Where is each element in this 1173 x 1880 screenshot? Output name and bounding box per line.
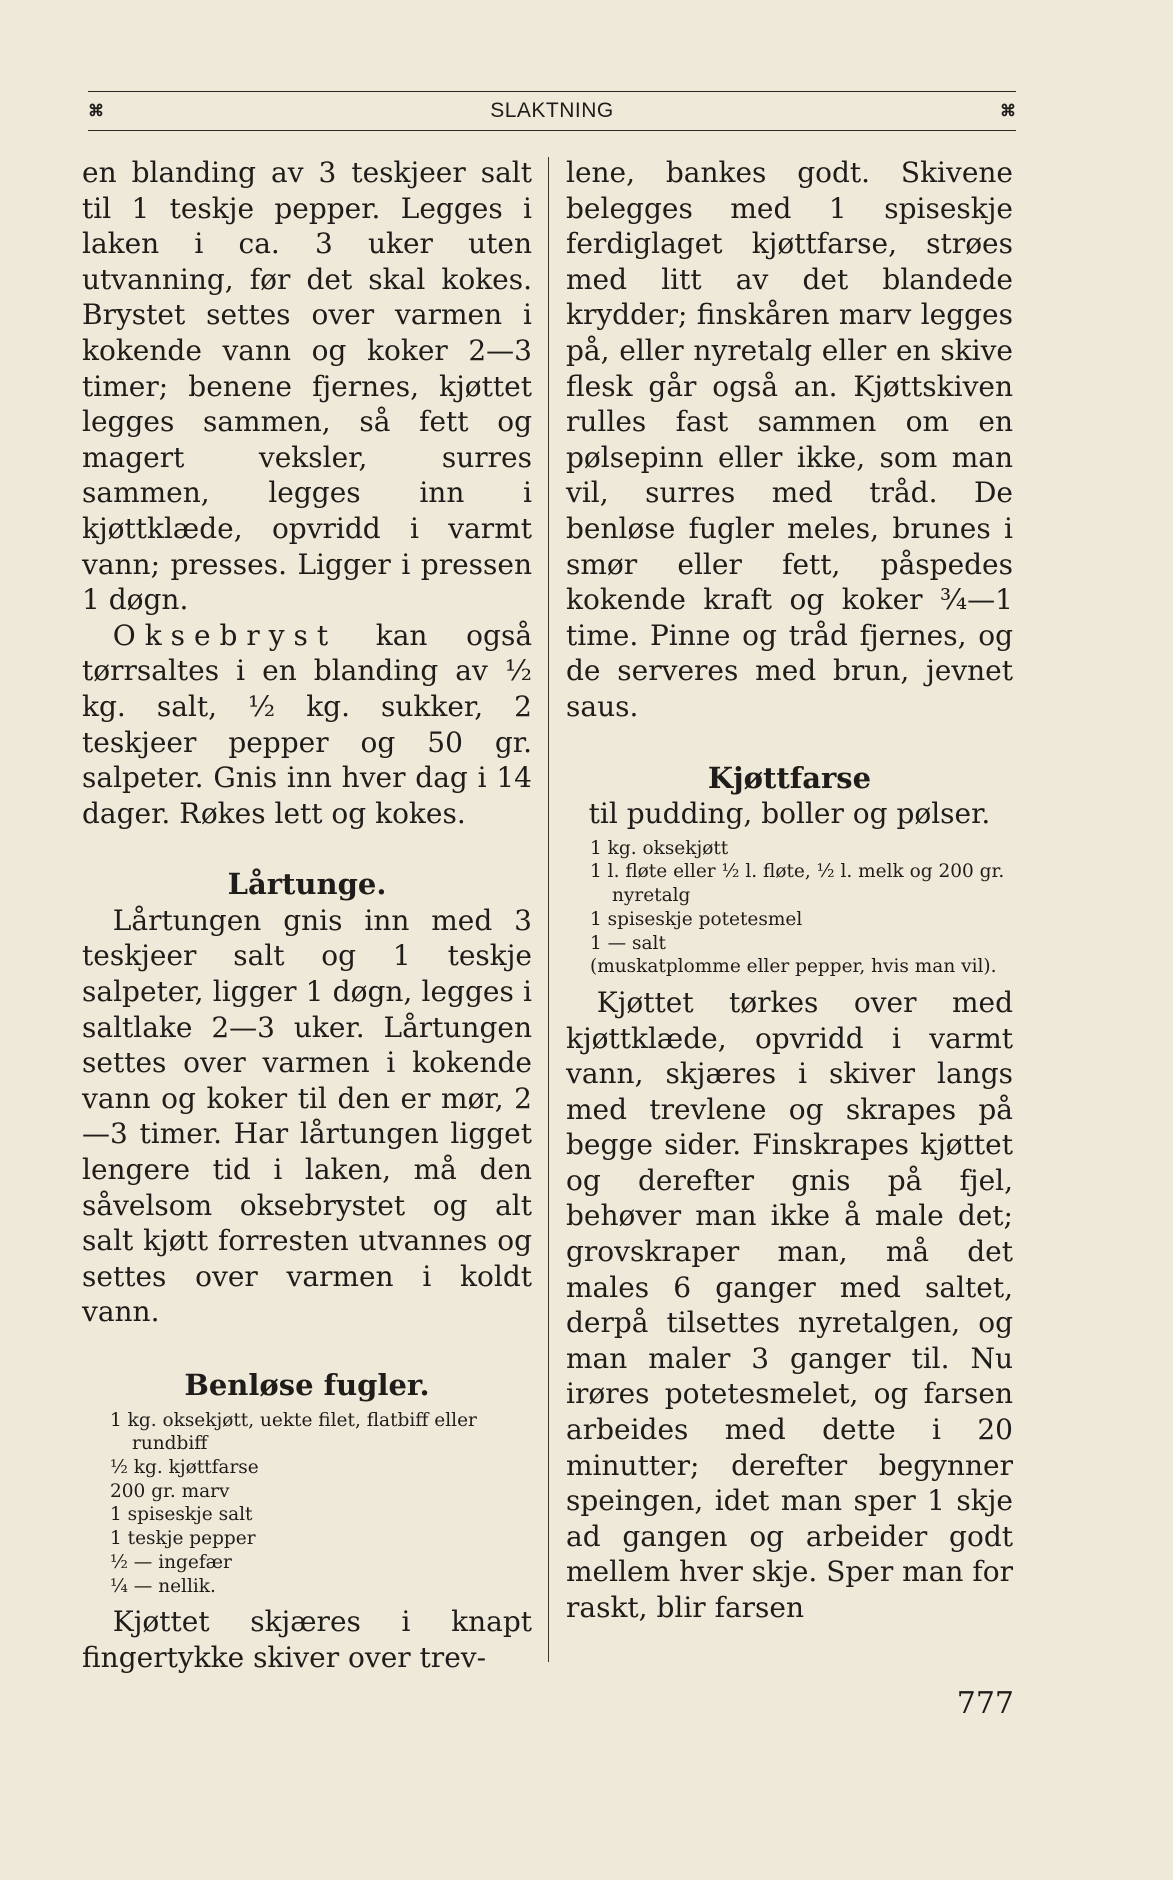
oksebryst-lead: Oksebryst bbox=[112, 618, 338, 652]
ornament-right-icon: ⌘ bbox=[1000, 103, 1017, 120]
ornament-left-icon: ⌘ bbox=[88, 103, 105, 120]
lartunge-heading: Lårtunge. bbox=[227, 867, 387, 902]
ingredient-item: ½ kg. kjøttfarse bbox=[110, 1457, 259, 1478]
kjottfarse-subheading: til pudding, boller og pølser. bbox=[588, 797, 991, 831]
page-number: 777 bbox=[956, 1686, 1014, 1721]
right-column bbox=[566, 155, 1013, 1626]
ingredient-item: 1 kg. oksekjøtt bbox=[590, 837, 729, 859]
kjottfarse-heading: Kjøttfarse bbox=[707, 760, 872, 795]
column-divider bbox=[548, 157, 549, 1662]
ingredient-item: 1 spiseskje salt bbox=[110, 1504, 253, 1526]
ingredient-item: 200 gr. marv bbox=[110, 1480, 230, 1502]
ingredient-item: 1 kg. oksekjøtt, uekte filet, flatbiff eller rundbiff bbox=[110, 1409, 477, 1455]
benlose-heading: Benløse fugler. bbox=[184, 1368, 430, 1402]
benlose-continued-paragraph: lene, bankes godt. Skivene belegges med 1 spiseskje ferdiglaget kjøttfarse, strøes med litt av det blandede krydder; finskåren marv legges på, eller nyretalg eller en skive flesk går også an. Kjøttskiven rulles fast sammen om en pølsepinn eller ikke, som man vil, surres med tråd. De benløse fugler meles, brunes i smør eller fett, påspedes kokende kraft og koker ¾—1 time. Pinne og tråd fjernes, og de serveres med brun, jevnet saus. bbox=[566, 156, 1013, 723]
ingredient-item: 1 — salt bbox=[590, 932, 666, 954]
ingredient-item: ¼ — nellik. bbox=[110, 1575, 216, 1597]
kjottfarse-paragraph: Kjøttet tørkes over med kjøttklæde, opvridd i varmt vann, skjæres i skiver langs med trevlene og skrapes på begge sider. Finskrapes kjøttet og derefter gnis på fjel, behøver man ikke å male det; grovskraper man, må det males 6 ganger med saltet, derpå tilsettes nyretalgen, og man maler 3 ganger til. Nu irøres potetesmelet, og farsen arbeides med dette i 20 minutter; derefter begynner speingen, idet man sper 1 skje ad gangen og arbeider godt mellem hver skje. Sper man for raskt, blir farsen bbox=[566, 985, 1013, 1624]
lartunge-paragraph: Lårtungen gnis inn med 3 teskjeer salt og 1 teskje salpeter, ligger 1 døgn, legges i saltlake 2—3 uker. Lårtungen settes over varmen i kokende vann og koker til den er mør, 2—3 timer. Har lårtungen ligget lengere tid i laken, må den såvelsom oksebrystet og alt salt kjøtt forresten utvannes og settes over varmen i koldt vann. bbox=[82, 903, 532, 1329]
ingredient-item: 1 teskje pepper bbox=[110, 1528, 256, 1550]
running-title: SLAKTNING bbox=[490, 99, 614, 122]
benlose-ingredient-list bbox=[82, 1409, 532, 1599]
oksebryst-text: kan også tørrsaltes i en blanding av ½ kg. salt, ½ kg. sukker, 2 teskjeer pepper og 50 gr. salpeter. Gnis inn hver dag i 14 dager. Røkes lett og kokes. bbox=[82, 618, 533, 830]
oksebryst-paragraph bbox=[82, 618, 532, 832]
intro-paragraph: en blanding av 3 teskjeer salt til 1 teskje pepper. Legges i laken i ca. 3 uker uten utvanning, før det skal kokes. Brystet settes over varmen i kokende vann og koker 2—3 timer; benene fjernes, kjøttet legges sammen, så fett og magert veksler, surres sammen, legges inn i kjøttklæde, opvridd i varmt vann; presses. Ligger i pressen 1 døgn. bbox=[82, 156, 532, 617]
ingredient-item: 1 l. fløte eller ½ l. fløte, ½ l. melk og 200 gr. nyretalg bbox=[590, 861, 1005, 907]
running-header bbox=[88, 91, 1016, 131]
benlose-paragraph: Kjøttet skjæres i knapt fingertykke skiver over trev- bbox=[82, 1605, 532, 1674]
left-column bbox=[82, 155, 532, 1675]
kjottfarse-ingredient-list bbox=[566, 837, 1013, 979]
ingredient-item: 1 spiseskje potetesmel bbox=[590, 908, 803, 930]
ingredient-item: (muskatplomme eller pepper, hvis man vil). bbox=[590, 956, 997, 978]
ingredient-item: ½ — ingefær bbox=[110, 1551, 232, 1573]
